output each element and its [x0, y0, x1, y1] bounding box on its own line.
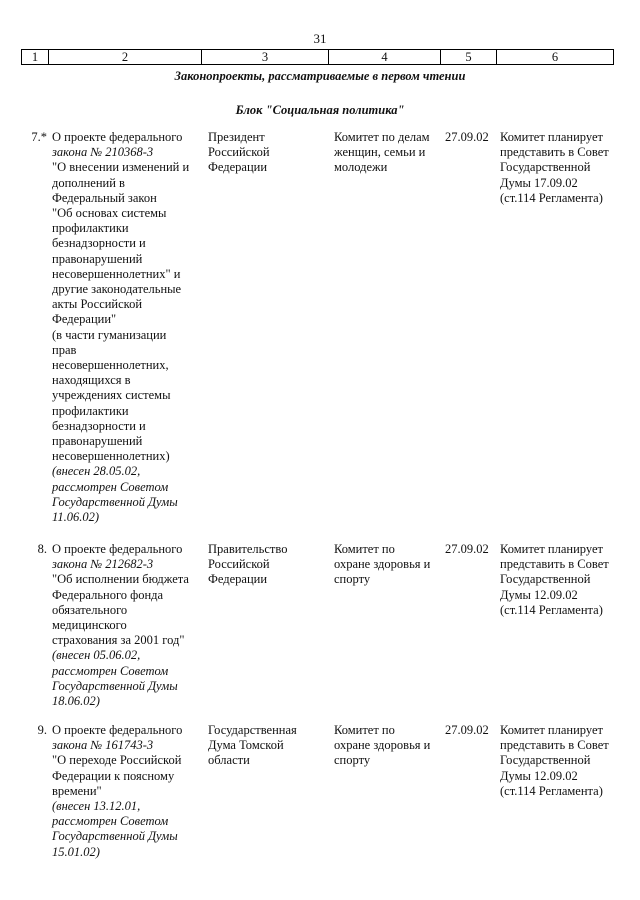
- title-line: дополнений в: [52, 175, 125, 190]
- submission-note: (внесен 28.05.02,: [52, 464, 141, 479]
- column-number: 5: [441, 50, 497, 65]
- submission-note: (внесен 13.12.01,: [52, 799, 141, 814]
- submission-note: рассмотрен Советом: [52, 479, 169, 494]
- title-line: "Об исполнении бюджета: [52, 572, 189, 587]
- submission-note: 15.01.02): [52, 844, 100, 859]
- title-line: "О переходе Российской: [52, 753, 182, 768]
- column-number: 2: [49, 50, 202, 65]
- plan-line: представить в Совет: [500, 145, 609, 160]
- committee-line: Комитет по: [334, 723, 395, 737]
- bill-title: [52, 130, 204, 525]
- column-number-header: [21, 49, 614, 65]
- title-line: безнадзорности и: [52, 236, 146, 251]
- plan-line: (ст.114 Регламента): [500, 190, 603, 205]
- submission-note: Государственной Думы: [52, 829, 178, 844]
- committee-line: охране здоровья и: [334, 738, 431, 753]
- bill-author: [208, 130, 328, 176]
- responsible-committee: [334, 130, 442, 176]
- bill-title: [52, 542, 204, 709]
- title-line: (в части гуманизации: [52, 327, 167, 342]
- title-line: времени": [52, 783, 102, 798]
- author-line: Правительство: [208, 542, 288, 556]
- plan-line: (ст.114 Регламента): [500, 783, 603, 798]
- author-line: Федерации: [208, 160, 268, 175]
- title-line: профилактики: [52, 403, 129, 418]
- title-line: безнадзорности и: [52, 418, 146, 433]
- plan-line: Государственной: [500, 160, 591, 175]
- submission-note: рассмотрен Советом: [52, 814, 169, 829]
- plan-line: Думы 17.09.02: [500, 175, 578, 190]
- plan-line: Государственной: [500, 753, 591, 768]
- title-line: О проекте федерального: [52, 723, 183, 737]
- committee-plan: [500, 723, 618, 799]
- title-line: правонарушений: [52, 251, 143, 266]
- author-line: Российской: [208, 145, 270, 160]
- submission-note: 18.06.02): [52, 694, 100, 709]
- author-line: Государственная: [208, 723, 297, 737]
- title-line: страхования за 2001 год": [52, 633, 185, 648]
- review-date: 27.09.02: [445, 130, 489, 144]
- submission-note: Государственной Думы: [52, 494, 178, 509]
- title-line: несовершеннолетних,: [52, 358, 169, 373]
- plan-line: Думы 12.09.02: [500, 768, 578, 783]
- bill-number: закона № 210368-3: [52, 145, 154, 160]
- title-line: правонарушений: [52, 434, 143, 449]
- committee-line: Комитет по делам: [334, 130, 430, 144]
- committee-line: Комитет по: [334, 542, 395, 556]
- title-line: учреждениях системы: [52, 388, 171, 403]
- plan-line: (ст.114 Регламента): [500, 602, 603, 617]
- row-number: 8.: [37, 542, 47, 556]
- submission-note: рассмотрен Советом: [52, 663, 169, 678]
- committee-plan: [500, 130, 618, 206]
- title-line: прав: [52, 342, 77, 357]
- column-number: 1: [22, 50, 49, 65]
- committee-plan: [500, 542, 618, 618]
- bill-number: закона № 161743-3: [52, 738, 154, 753]
- title-line: профилактики: [52, 221, 129, 236]
- submission-note: 11.06.02): [52, 510, 99, 525]
- column-number: 4: [329, 50, 441, 65]
- bill-author: [208, 542, 328, 588]
- review-date: 27.09.02: [445, 542, 489, 556]
- author-line: Президент: [208, 130, 265, 144]
- author-line: Российской: [208, 557, 270, 572]
- committee-line: спорту: [334, 572, 371, 587]
- title-line: обязательного: [52, 602, 128, 617]
- row-number: 9.: [37, 723, 47, 737]
- committee-line: спорту: [334, 753, 371, 768]
- title-line: О проекте федерального: [52, 542, 183, 556]
- bill-number: закона № 212682-3: [52, 557, 154, 572]
- plan-line: Комитет планирует: [500, 130, 603, 144]
- plan-line: Комитет планирует: [500, 723, 603, 737]
- title-line: другие законодательные: [52, 282, 182, 297]
- submission-note: Государственной Думы: [52, 678, 178, 693]
- responsible-committee: [334, 542, 442, 588]
- block-title: Блок "Социальная политика": [235, 103, 405, 117]
- responsible-committee: [334, 723, 442, 769]
- title-line: Федеральный закон: [52, 190, 157, 205]
- row-number: 7.*: [31, 130, 47, 144]
- plan-line: представить в Совет: [500, 557, 609, 572]
- bill-title: [52, 723, 204, 860]
- plan-line: Государственной: [500, 572, 591, 587]
- author-line: области: [208, 753, 250, 768]
- title-line: Федерального фонда: [52, 587, 164, 602]
- plan-line: представить в Совет: [500, 738, 609, 753]
- title-line: "Об основах системы: [52, 206, 167, 221]
- committee-line: молодежи: [334, 160, 388, 175]
- title-line: О проекте федерального: [52, 130, 183, 144]
- title-line: несовершеннолетних" и: [52, 266, 181, 281]
- title-line: акты Российской: [52, 297, 143, 312]
- submission-note: (внесен 05.06.02,: [52, 648, 141, 663]
- title-line: Федерации": [52, 312, 117, 327]
- review-date: 27.09.02: [445, 723, 489, 737]
- column-number: 3: [202, 50, 329, 65]
- title-line: медицинского: [52, 618, 127, 633]
- committee-line: женщин, семьи и: [334, 145, 426, 160]
- bill-author: [208, 723, 328, 769]
- section-title: Законопроекты, рассматриваемые в первом чтении: [174, 69, 466, 83]
- committee-line: охране здоровья и: [334, 557, 431, 572]
- title-line: несовершеннолетних): [52, 449, 170, 464]
- page-number: 31: [313, 31, 327, 46]
- author-line: Дума Томской: [208, 738, 284, 753]
- author-line: Федерации: [208, 572, 268, 587]
- title-line: Федерации к поясному: [52, 768, 175, 783]
- title-line: находящихся в: [52, 373, 131, 388]
- plan-line: Комитет планирует: [500, 542, 603, 556]
- title-line: "О внесении изменений и: [52, 160, 190, 175]
- plan-line: Думы 12.09.02: [500, 587, 578, 602]
- column-number: 6: [497, 50, 614, 65]
